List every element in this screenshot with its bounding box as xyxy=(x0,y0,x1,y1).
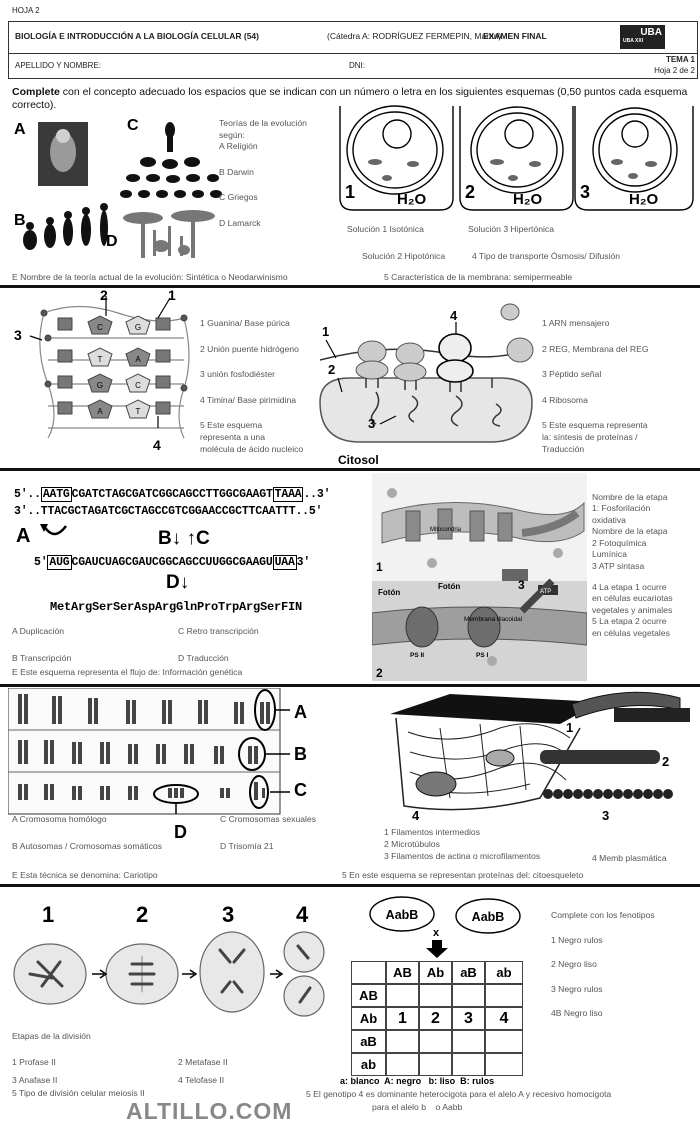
exam-header xyxy=(8,21,698,79)
row-header: Ab xyxy=(351,1007,386,1030)
photosynthesis-figure xyxy=(372,473,587,681)
answer-c: C Retro transcripción xyxy=(178,626,259,636)
stage-1-label: 1 xyxy=(42,902,55,927)
row-header: aB xyxy=(351,1030,386,1053)
meiosis-answer-2: 2 Metafase II xyxy=(178,1057,228,1067)
cyto-label-1: 1 xyxy=(566,720,574,735)
label-d: D↓ xyxy=(166,572,190,593)
genotype-note-1: 5 El genotipo 4 es dominante heterocigota para el alelo A y recesivo homocigota xyxy=(306,1089,612,1099)
genotype-note-2: para el alelo b o Aabb xyxy=(372,1102,463,1112)
cell-1-label: 1 xyxy=(345,182,356,202)
base-label: G xyxy=(96,381,104,390)
dna-label-3: 3 xyxy=(14,327,22,343)
answer-a: A Duplicación xyxy=(12,626,65,636)
ribo-label-3: 3 xyxy=(368,416,376,431)
meiosis-figure xyxy=(8,892,348,1030)
ribo-label-4: 4 xyxy=(450,308,458,323)
dni-field-label: DNI: xyxy=(349,61,365,70)
solution-2: Solución 2 Hipotónica xyxy=(362,251,446,261)
ribosome-answers: 1 ARN mensajero 2 REG, Membrana del REG 3 Péptido señal 4 Ribosoma 5 Este esquema representa la: síntesis de proteínas / Traducción xyxy=(542,318,649,454)
water-label-2: H₂O xyxy=(513,191,543,208)
photo-label-2: 2 xyxy=(376,666,383,680)
base-label: A xyxy=(97,407,103,416)
evolution-answers: Teorías de la evolución según: A Religión B Darwin C Griegos D Lamarck xyxy=(219,118,307,228)
answer-b: B Transcripción xyxy=(12,653,72,663)
meiosis-answer-1: 1 Profase II xyxy=(12,1057,56,1067)
evolution-theory-answer: E Nombre de la teoría actual de la evolución: Sintética o Neodarwinismo xyxy=(12,272,288,282)
stage-2-label: 2 xyxy=(136,902,149,927)
cyto-answer-4: 4 Memb plasmática xyxy=(592,853,667,863)
replication-arrow-icon xyxy=(14,520,94,546)
parent-2: AabB xyxy=(471,910,505,924)
karyo-answer-a: A Cromosoma homólogo xyxy=(12,814,107,824)
membrane-answer: 5 Característica de la membrana: semipermeable xyxy=(384,272,573,282)
karyo-label-d: D xyxy=(174,822,187,840)
dna-answers: 1 Guanina/ Base púrica 2 Unión puente hidrógeno 3 unión fosfodiéster 4 Timina/ Base pirimidina 5 Este esquema representa a una molécula de ácido nucleico xyxy=(200,318,304,454)
photon-label-2: Fotón xyxy=(438,582,461,591)
grid-number: 4 xyxy=(485,1007,523,1030)
mitochondria-label: Mitocondria xyxy=(430,527,462,533)
col-header: Ab xyxy=(419,961,452,984)
cyto-label-2: 2 xyxy=(662,754,670,769)
exam-type: EXAMEN FINAL xyxy=(483,31,547,41)
ribo-label-2: 2 xyxy=(328,362,336,377)
dna-template-strand: 3'..TTACGCTAGATCGCTAGCCGTCGGAACCGCTTCAATTT..5' xyxy=(14,505,323,518)
cell-2-label: 2 xyxy=(465,182,476,202)
karyo-answer-d: D Trisomía 21 xyxy=(220,841,274,851)
photo-label-3: 3 xyxy=(518,578,525,592)
tema-label: TEMA 1 xyxy=(665,55,695,64)
section-divider xyxy=(0,468,700,471)
ribo-label-1: 1 xyxy=(322,324,330,339)
phenotype-answers: Complete con los fenotipos 1 Negro rulos 2 Negro liso 3 Negro rulos 4B Negro liso xyxy=(551,910,655,1019)
cyto-label-4: 4 xyxy=(412,808,420,822)
cell-3-label: 3 xyxy=(580,182,591,202)
cyto-label-3: 3 xyxy=(602,808,610,822)
chair-name: (Cátedra A: RODRÍGUEZ FERMEPIN, Martín) xyxy=(327,31,502,41)
dna-label-4: 4 xyxy=(153,437,161,453)
cross-figure xyxy=(368,894,538,958)
row-header: AB xyxy=(351,984,386,1007)
transport-type: 4 Tipo de transporte Ósmosis/ Difusión xyxy=(472,251,621,261)
protein-sequence: MetArgSerSerAspArgGlnProTrpArgSerFIN xyxy=(50,600,303,614)
grid-number: 1 xyxy=(386,1007,419,1030)
atp-label: ATP xyxy=(540,589,552,595)
page-number: Hoja 2 de 2 xyxy=(654,66,695,75)
letter-b: B xyxy=(14,212,26,229)
base-label: C xyxy=(135,381,141,390)
photosynthesis-answers: Nombre de la etapa 1: Fosforilación oxidativa Nombre de la etapa 2 Fotoquímica Lumínica 3 ATP sintasa 4 La etapa 1 ocurre en células eucariotas vegetales y animales 5 La etapa 2 ocurre en células vegetales xyxy=(592,492,673,638)
mrna-strand: 5' AUG CGAUCUAGCGAUCGGCAGCCUUGGCGAAGU UAA 3' xyxy=(34,556,311,569)
base-label: T xyxy=(97,355,103,364)
meiosis-answer-3: 3 Anafase II xyxy=(12,1075,58,1085)
base-label: T xyxy=(135,407,141,416)
allele-legend: a: blanco A: negro b: liso B: rulos xyxy=(340,1076,495,1086)
cytoskeleton-figure xyxy=(380,688,698,822)
photo-label-1: 1 xyxy=(376,560,383,574)
base-label: C xyxy=(97,323,103,332)
col-header: aB xyxy=(452,961,485,984)
answer-e: E Este esquema representa el flujo de: Información genética xyxy=(12,667,243,677)
dna-label-1: 1 xyxy=(168,288,176,303)
meiosis-answer-4: 4 Telofase II xyxy=(178,1075,225,1085)
section-divider xyxy=(0,884,700,887)
water-label-1: H₂O xyxy=(397,191,427,208)
stage-caption: Etapas de la división xyxy=(12,1031,91,1041)
label-a: A xyxy=(16,525,31,546)
letter-a: A xyxy=(14,121,26,138)
meiosis-answer-5: 5 Tipo de división celular meiosis II xyxy=(12,1088,145,1098)
label-bc: B↓ ↑C xyxy=(158,528,210,549)
uba-logo: UBA UBA XXI xyxy=(620,25,665,49)
cyto-answers: 1 Filamentos intermedios 2 Microtúbulos 3 Filamentos de actina o microfilamentos xyxy=(384,827,541,862)
row-header: ab xyxy=(351,1053,386,1076)
grid-number: 3 xyxy=(452,1007,485,1030)
name-field-label: APELLIDO Y NOMBRE: xyxy=(15,61,101,70)
letter-d: D xyxy=(106,233,118,250)
osmosis-figure xyxy=(335,98,700,218)
solution-3: Solución 3 Hipertónica xyxy=(468,224,554,234)
thylakoid-label: Membrana tilacoidal xyxy=(464,616,523,623)
karyo-answer-b: B Autosomas / Cromosomas somáticos xyxy=(12,841,162,851)
karyo-label-a: A xyxy=(294,702,307,722)
base-label: G xyxy=(134,323,142,332)
karyo-answer-e: E Esta técnica se denomina: Cariotipo xyxy=(12,870,158,880)
solution-1: Solución 1 Isotónica xyxy=(347,224,424,234)
cytosol-label: Citosol xyxy=(338,453,379,467)
cyto-answer-5: 5 En este esquema se representan proteínas del: citoesqueleto xyxy=(342,870,584,880)
base-label: A xyxy=(135,355,141,364)
ps1-label: PS I xyxy=(476,652,489,659)
parent-1: AabB xyxy=(385,908,419,922)
stage-4-label: 4 xyxy=(296,902,309,927)
dna-label-2: 2 xyxy=(100,288,108,303)
photon-label-1: Fotón xyxy=(378,588,401,597)
karyo-label-b: B xyxy=(294,744,307,764)
cross-symbol: x xyxy=(433,927,440,939)
karyo-label-c: C xyxy=(294,780,307,800)
sheet-label: HOJA 2 xyxy=(12,6,40,15)
course-title: BIOLOGÍA E INTRODUCCIÓN A LA BIOLOGÍA CELULAR (54) xyxy=(15,31,259,41)
letter-c: C xyxy=(127,117,139,134)
dna-coding-strand: 5'.. AATG CGATCTAGCGATCGGCAGCCTTGGCGAAGT TAAA ..3' xyxy=(14,488,331,501)
instructions: Complete con el concepto adecuado los espacios que se indican con un número o letra en los siguientes esquemas (0,50 puntos cada esquema correcto). xyxy=(12,86,688,111)
grid-number: 2 xyxy=(419,1007,452,1030)
col-header: AB xyxy=(386,961,419,984)
stage-3-label: 3 xyxy=(222,902,235,927)
karyo-answer-c: C Cromosomas sexuales xyxy=(220,814,316,824)
ribosome-figure xyxy=(310,292,540,468)
watermark: ALTILLO.COM xyxy=(126,1098,293,1124)
dna-figure xyxy=(8,288,198,460)
ps2-label: PS II xyxy=(410,652,425,659)
answer-d: D Traducción xyxy=(178,653,229,663)
section-divider xyxy=(0,684,700,687)
col-header: ab xyxy=(485,961,523,984)
water-label-3: H₂O xyxy=(629,191,659,208)
